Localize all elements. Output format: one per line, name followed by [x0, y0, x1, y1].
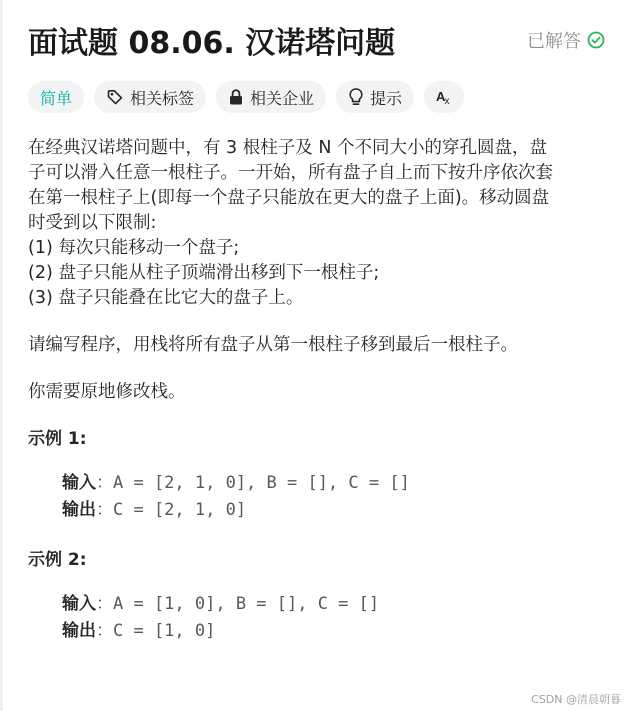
description-line: 子可以滑入任意一根柱子。一开始，所有盘子自上而下按升序依次套	[28, 163, 553, 183]
related-tags-label: 相关标签	[130, 88, 195, 108]
example-code-block	[62, 470, 604, 524]
input-label: 输入	[62, 473, 96, 493]
task-text: 请编写程序，用栈将所有盘子从第一根柱子移到最后一根柱子。	[28, 335, 518, 355]
solved-label: 已解答	[527, 31, 581, 52]
related-companies-button[interactable]	[216, 81, 326, 113]
difficulty-badge[interactable]	[28, 81, 84, 113]
left-divider	[0, 0, 3, 711]
input-value: ：A = [2, 1, 0], B = [], C = []	[96, 473, 410, 493]
tag-bar	[28, 81, 464, 113]
problem-header	[28, 18, 605, 62]
spacer	[28, 311, 604, 333]
hint-label: 提示	[370, 88, 403, 108]
rule-item: (3) 盘子只能叠在比它大的盘子上。	[28, 288, 304, 308]
svg-text:x: x	[444, 96, 450, 106]
output-value: ：C = [1, 0]	[96, 621, 216, 641]
spacer	[28, 452, 604, 470]
spacer	[28, 573, 604, 591]
spacer	[28, 524, 604, 548]
lightbulb-icon	[348, 87, 364, 107]
description-line: 时受到以下限制:	[28, 213, 157, 233]
example-output-line	[62, 497, 604, 524]
example-title: 示例 2:	[28, 550, 87, 570]
solved-status	[527, 27, 605, 53]
hint-button[interactable]	[336, 81, 414, 113]
output-label: 输出	[62, 500, 96, 520]
problem-title: 面试题 08.06. 汉诺塔问题	[28, 26, 396, 61]
lock-icon	[228, 88, 244, 106]
inplace-text: 你需要原地修改栈。	[28, 382, 186, 402]
related-tags-button[interactable]	[94, 81, 206, 113]
svg-text:A: A	[436, 89, 446, 104]
description-line: 在第一根柱子上(即每一个盘子只能放在更大的盘子上面)。移动圆盘	[28, 188, 550, 208]
input-label: 输入	[62, 594, 96, 614]
rule-item: (1) 每次只能移动一个盘子;	[28, 238, 240, 258]
related-companies-label: 相关企业	[250, 88, 315, 108]
rule-item: (2) 盘子只能从柱子顶端滑出移到下一根柱子;	[28, 263, 380, 283]
problem-description	[28, 136, 604, 645]
output-label: 输出	[62, 621, 96, 641]
spacer	[28, 358, 604, 380]
tag-icon	[106, 88, 124, 106]
example-title: 示例 1:	[28, 429, 87, 449]
difficulty-label: 简单	[40, 88, 73, 108]
output-value: ：C = [2, 1, 0]	[96, 500, 247, 520]
description-line: 在经典汉诺塔问题中，有 3 根柱子及 N 个不同大小的穿孔圆盘，盘	[28, 138, 547, 158]
spacer	[28, 405, 604, 427]
example-input-line	[62, 591, 604, 618]
translate-button[interactable]	[424, 81, 464, 113]
example-output-line	[62, 618, 604, 645]
input-value: ：A = [1, 0], B = [], C = []	[96, 594, 380, 614]
watermark: CSDN @清晨朝暮	[531, 693, 621, 706]
check-circle-icon	[587, 31, 605, 49]
example-input-line	[62, 470, 604, 497]
example-code-block	[62, 591, 604, 645]
translate-icon	[435, 88, 453, 106]
